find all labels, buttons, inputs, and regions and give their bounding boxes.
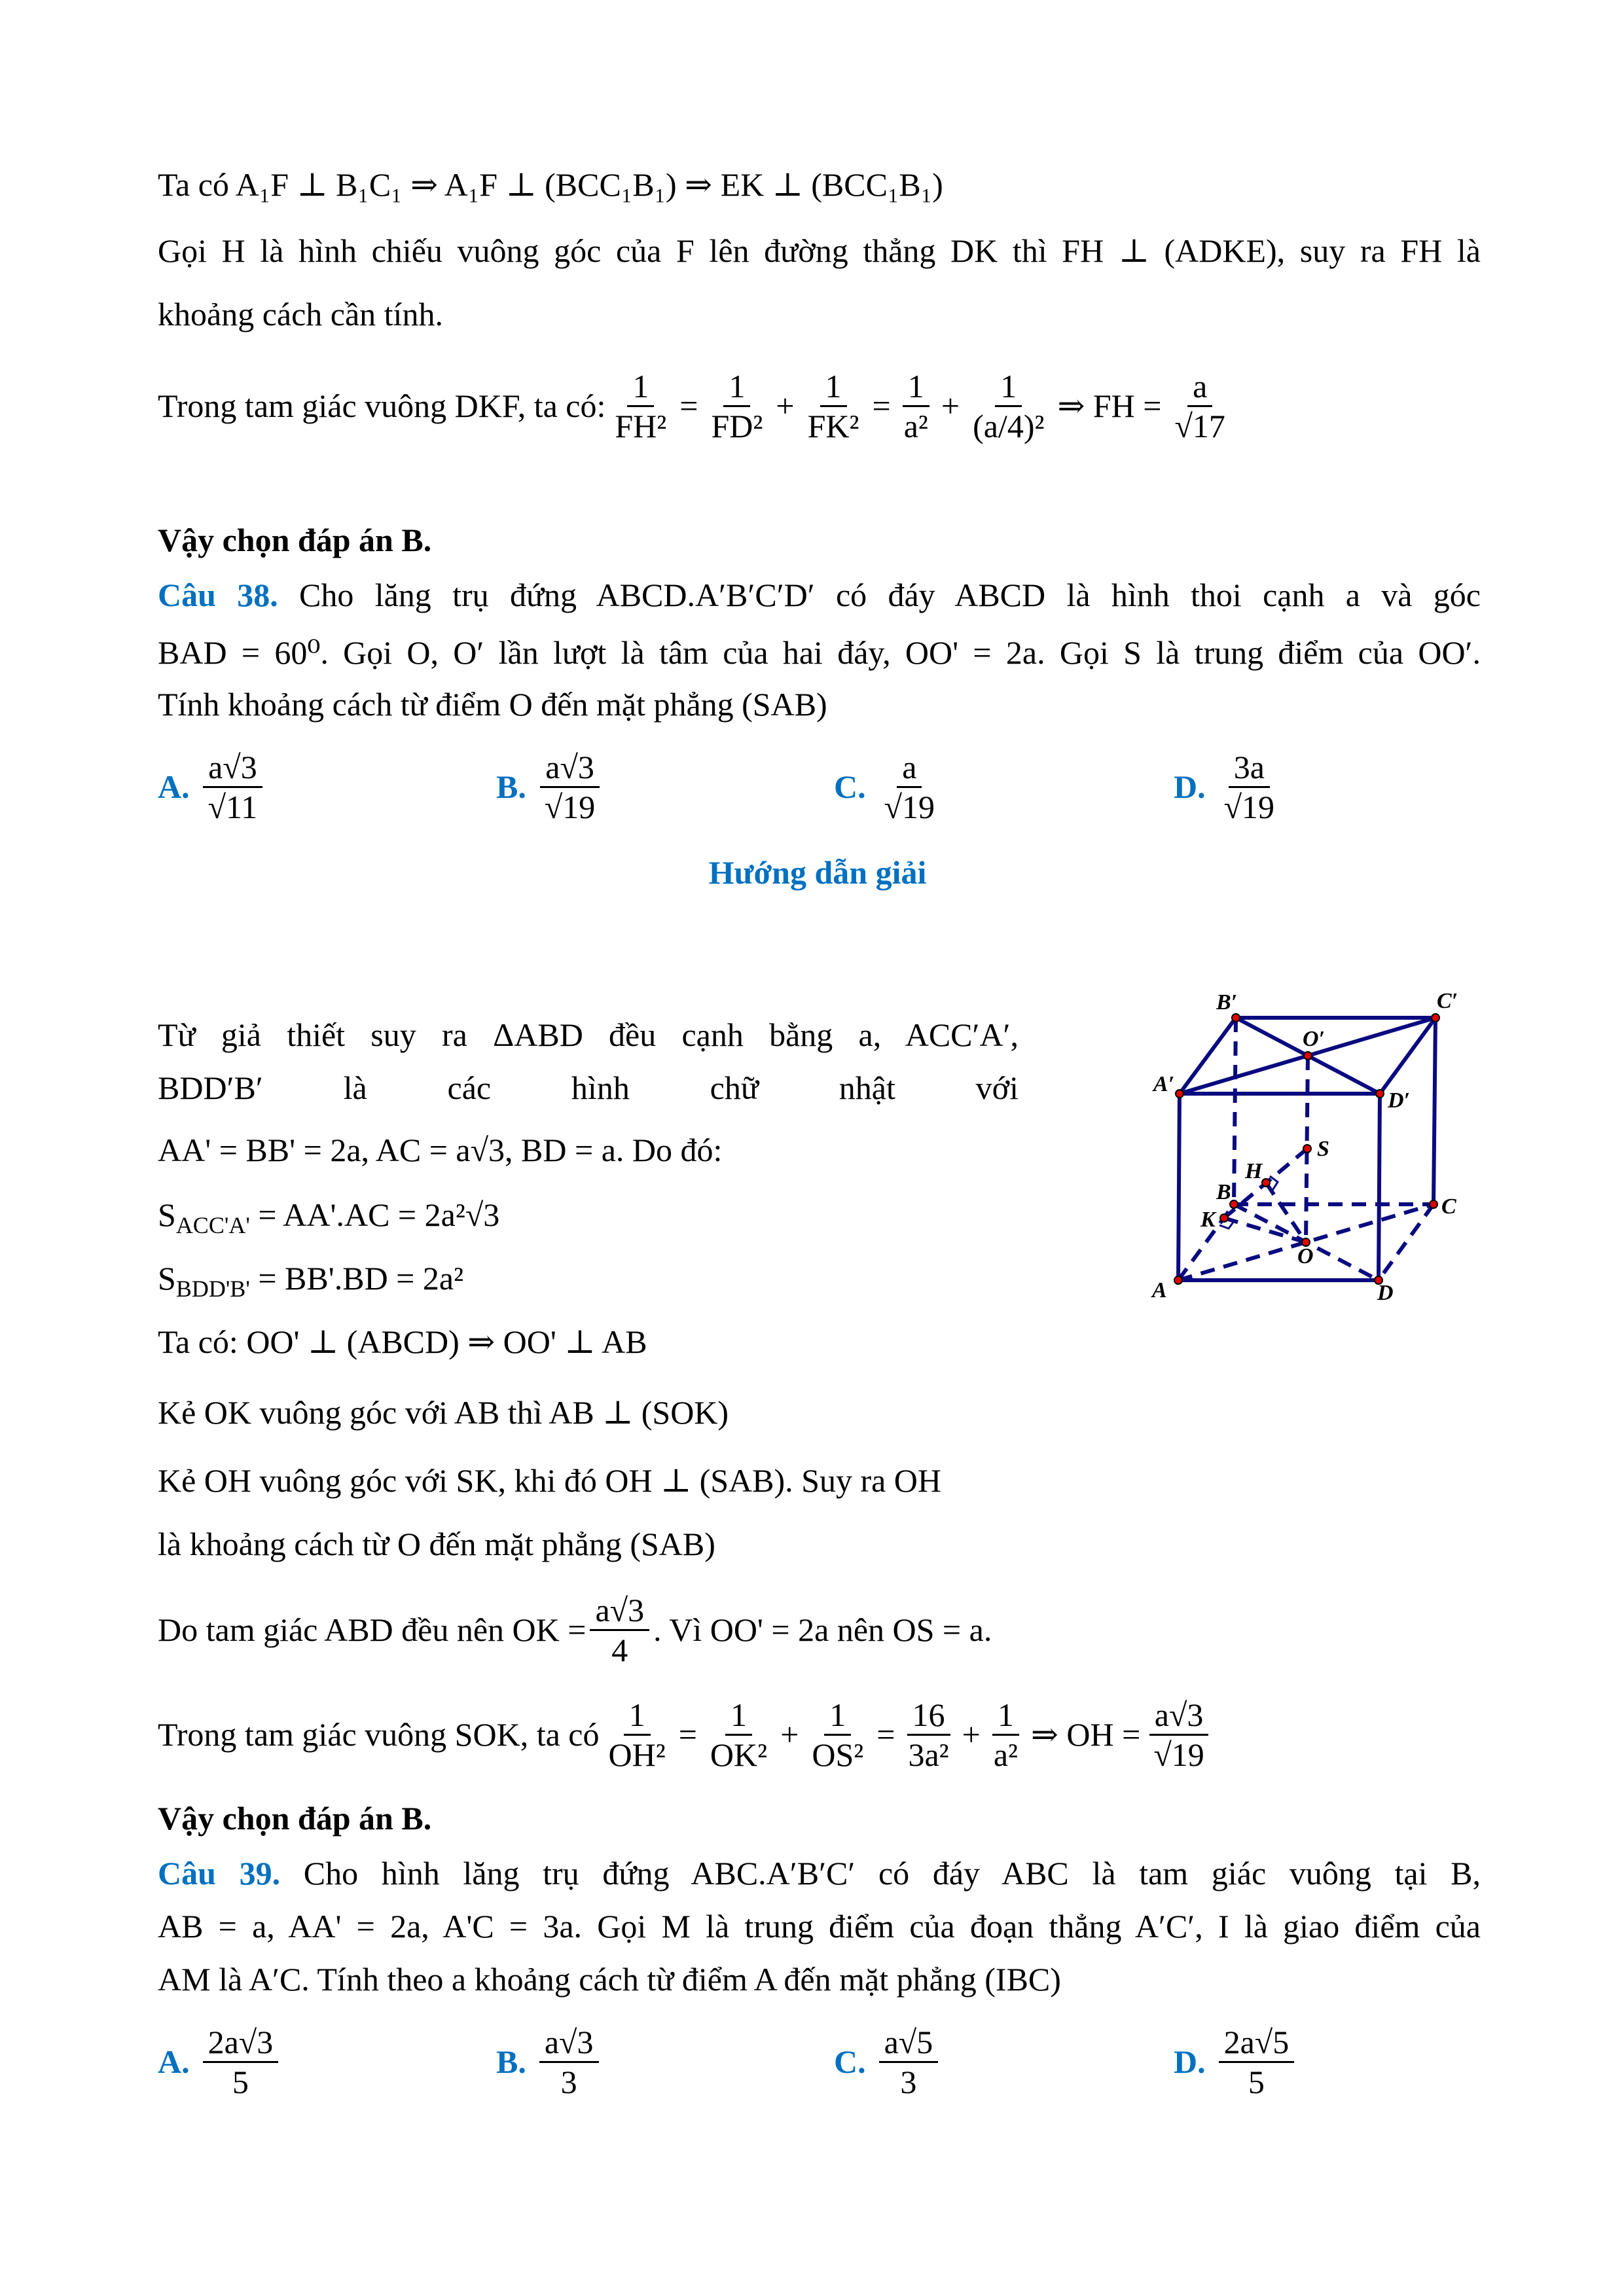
answer-label: A.: [158, 768, 190, 805]
fraction: [899, 367, 933, 445]
q38-answer-b[interactable]: [496, 747, 604, 826]
label-a: A: [1152, 1278, 1167, 1302]
fraction: [806, 1696, 869, 1774]
fraction: [539, 2023, 599, 2101]
denominator: 5: [1248, 2063, 1265, 2100]
area-subscript: BDD'B': [175, 1276, 250, 1302]
denominator: √19: [544, 788, 596, 825]
numerator: 1: [992, 1696, 1019, 1736]
label-s: S: [1317, 1137, 1329, 1161]
sol-line-1: Từ giả thiết suy ra ΔABD đều cạnh bằng a, ACC′A′,: [158, 1016, 1019, 1053]
denominator: 3a²: [908, 1736, 949, 1773]
edge-dd1: [1379, 1094, 1380, 1280]
operator: =: [876, 1716, 895, 1753]
denominator: OS²: [812, 1736, 864, 1773]
denominator: OH²: [608, 1736, 666, 1773]
q39-line-1: [158, 1854, 1481, 1893]
numerator: 3a: [1229, 748, 1270, 788]
fraction: [1219, 748, 1280, 826]
fraction: [539, 748, 600, 826]
solution-title: Hướng dẫn giải: [708, 854, 927, 891]
numerator: 2a√3: [203, 2023, 279, 2063]
numerator: a: [897, 748, 922, 788]
sol-line-2: BDD′B′ là các hình chữ nhật với: [158, 1069, 1019, 1106]
sol-line-8: Kẻ OH vuông góc với SK, khi đó OH ⊥ (SAB). Suy ra OH: [158, 1462, 942, 1499]
edge-a1b1: [1180, 1018, 1236, 1094]
fraction: [203, 2023, 279, 2101]
q39-text: Cho hình lăng trụ đứng ABC.A′B′C′ có đáy ABC là tam giác vuông tại B,: [303, 1855, 1481, 1892]
numerator: 1: [627, 367, 654, 407]
numerator: a√3: [540, 748, 600, 788]
numerator: a√3: [539, 2023, 599, 2063]
numerator: 1: [725, 1696, 752, 1736]
denominator: OK²: [710, 1736, 768, 1773]
q39-line-2: AB = a, AA' = 2a, A'C = 3a. Gọi M là trung điểm của đoạn thẳng A′C′, I là giao điểm của: [158, 1908, 1481, 1945]
denominator: √17: [1174, 407, 1225, 444]
q38-line-2: BAD = 60⁰. Gọi O, O′ lần lượt là tâm của hai đáy, OO' = 2a. Gọi S là trung điểm của OO′.: [158, 634, 1481, 671]
formula-intro: Trong tam giác vuông DKF, ta có:: [158, 387, 606, 424]
numerator: a√3: [590, 1591, 649, 1631]
prev-formula: [158, 353, 1235, 458]
answer-label: C.: [834, 768, 866, 805]
fraction: [705, 1696, 772, 1774]
numerator: 1: [995, 367, 1022, 407]
denominator: √19: [1153, 1736, 1204, 1773]
label-d1: D′: [1388, 1088, 1411, 1113]
q38-line-3: Tính khoảng cách từ điểm O đến mặt phẳng (SAB): [158, 686, 827, 723]
prev-line-1: Ta có A₁F ⊥ B₁C₁ ⇒ A₁F ⊥ (BCC₁B₁) ⇒ EK ⊥ (BCC₁B₁): [158, 166, 943, 203]
q39-line-3: AM là A′C. Tính theo a khoảng cách từ điểm A đến mặt phẳng (IBC): [158, 1961, 1061, 1998]
label-o: O: [1297, 1244, 1314, 1268]
edge-cd: [1379, 1204, 1434, 1280]
label-k: K: [1200, 1208, 1216, 1232]
text: Do tam giác ABD đều nên OK =: [158, 1611, 586, 1648]
sol-line-7: Kẻ OK vuông góc với AB thì AB ⊥ (SOK): [158, 1394, 729, 1431]
denominator: 5: [232, 2063, 249, 2100]
label-o1: O′: [1303, 1027, 1326, 1051]
denominator: 4: [611, 1631, 628, 1668]
answer-label: C.: [834, 2043, 866, 2080]
fraction: [590, 1591, 649, 1669]
operator: +: [776, 387, 795, 424]
edge-cc1: [1434, 1018, 1435, 1204]
numerator: a: [1187, 367, 1212, 407]
numerator: 1: [824, 1696, 851, 1736]
label-d: D: [1377, 1281, 1394, 1305]
label-b1: B′: [1216, 990, 1238, 1014]
sol-line-4: [158, 1195, 499, 1245]
operator: =: [679, 387, 698, 424]
area-symbol: S: [158, 1260, 176, 1297]
denominator: (a/4)²: [973, 407, 1045, 444]
numerator: 16: [907, 1696, 950, 1736]
area-expression: = AA'.AC = 2a²√3: [249, 1196, 500, 1233]
denominator: √19: [884, 788, 935, 825]
area-symbol: S: [158, 1196, 176, 1233]
answer-label: A.: [158, 2043, 190, 2080]
q39-answer-c[interactable]: [834, 2022, 942, 2101]
fraction: [967, 367, 1049, 445]
fraction: [879, 2023, 939, 2101]
sol-conclusion: Vậy chọn đáp án B.: [158, 1800, 432, 1837]
denominator: 3: [560, 2063, 577, 2100]
denominator: √19: [1223, 788, 1275, 825]
sol-line-10: [158, 1587, 992, 1672]
fraction: [1169, 367, 1230, 445]
sol-line-11: [158, 1692, 1214, 1777]
numerator: a√5: [879, 2023, 939, 2063]
q39-answer-d[interactable]: [1174, 2022, 1298, 2101]
answer-label: B.: [496, 768, 526, 805]
prism-figure: [1139, 982, 1506, 1440]
fraction: [903, 1696, 954, 1774]
answer-label: B.: [496, 2043, 526, 2080]
operator: +: [962, 1716, 981, 1753]
fraction: [203, 748, 263, 826]
operator: ⇒ FH =: [1057, 387, 1162, 424]
q39-label: Câu 39.: [158, 1855, 281, 1892]
sol-line-5: [158, 1259, 463, 1308]
denominator: a²: [903, 407, 928, 444]
sol-line-9: là khoảng cách từ O đến mặt phẳng (SAB): [158, 1526, 715, 1562]
fraction: [988, 1696, 1023, 1774]
label-h: H: [1245, 1159, 1263, 1183]
answer-label: D.: [1174, 2043, 1206, 2080]
fraction: [879, 748, 940, 826]
operator: +: [941, 387, 960, 424]
sol-line-6: Ta có: OO' ⊥ (ABCD) ⇒ OO' ⊥ AB: [158, 1323, 647, 1360]
numerator: 1: [903, 367, 929, 407]
numerator: 1: [820, 367, 847, 407]
denominator: √11: [208, 788, 258, 825]
numerator: 2a√5: [1219, 2023, 1295, 2063]
operator: =: [678, 1716, 697, 1753]
fraction: [706, 367, 768, 445]
numerator: a√3: [1149, 1696, 1209, 1736]
q38-label: Câu 38.: [158, 577, 278, 613]
edge-bb1: [1234, 1018, 1236, 1204]
label-b: B: [1216, 1180, 1231, 1204]
q38-answer-d[interactable]: [1174, 747, 1284, 826]
label-c: C: [1441, 1194, 1456, 1219]
formula-intro: Trong tam giác vuông SOK, ta có: [158, 1716, 600, 1753]
q38-line-1: [158, 575, 1481, 615]
prev-line-3: khoảng cách cần tính.: [158, 296, 443, 332]
fraction: [1219, 2023, 1295, 2101]
q38-answer-a[interactable]: [158, 747, 266, 826]
q38-text: Cho lăng trụ đứng ABCD.A′B′C′D′ có đáy ABCD là hình thoi cạnh a và góc: [299, 577, 1481, 613]
area-subscript: ACC'A': [175, 1212, 250, 1238]
sol-line-3: AA' = BB' = 2a, AC = a√3, BD = a. Do đó:: [158, 1132, 723, 1168]
area-expression: = BB'.BD = 2a²: [249, 1260, 464, 1297]
prev-line-2: Gọi H là hình chiếu vuông góc của F lên đường thẳng DK thì FH ⊥ (ADKE), suy ra FH là: [158, 232, 1481, 269]
numerator: a√3: [203, 748, 262, 788]
fraction: [604, 1696, 671, 1774]
operator: ⇒ OH =: [1031, 1716, 1141, 1753]
denominator: FD²: [711, 407, 763, 444]
q39-answer-a[interactable]: [158, 2022, 282, 2101]
fraction: [803, 367, 865, 445]
q38-answer-c[interactable]: [834, 747, 944, 826]
operator: =: [872, 387, 891, 424]
operator: +: [780, 1716, 799, 1753]
denominator: FH²: [615, 407, 667, 444]
denominator: 3: [900, 2063, 917, 2100]
denominator: a²: [993, 1736, 1019, 1773]
numerator: 1: [723, 367, 750, 407]
numerator: 1: [624, 1696, 651, 1736]
edge-aa1: [1178, 1094, 1180, 1280]
label-c1: C′: [1437, 989, 1458, 1013]
prev-conclusion: Vậy chọn đáp án B.: [158, 522, 432, 558]
label-a1: A′: [1153, 1072, 1175, 1096]
fraction: [1148, 1696, 1209, 1774]
denominator: FK²: [807, 407, 859, 444]
edge-d1c1: [1380, 1018, 1435, 1094]
text: . Vì OO' = 2a nên OS = a.: [653, 1611, 992, 1648]
answer-label: D.: [1174, 768, 1206, 805]
fraction: [609, 367, 672, 445]
q39-answer-b[interactable]: [496, 2022, 603, 2101]
